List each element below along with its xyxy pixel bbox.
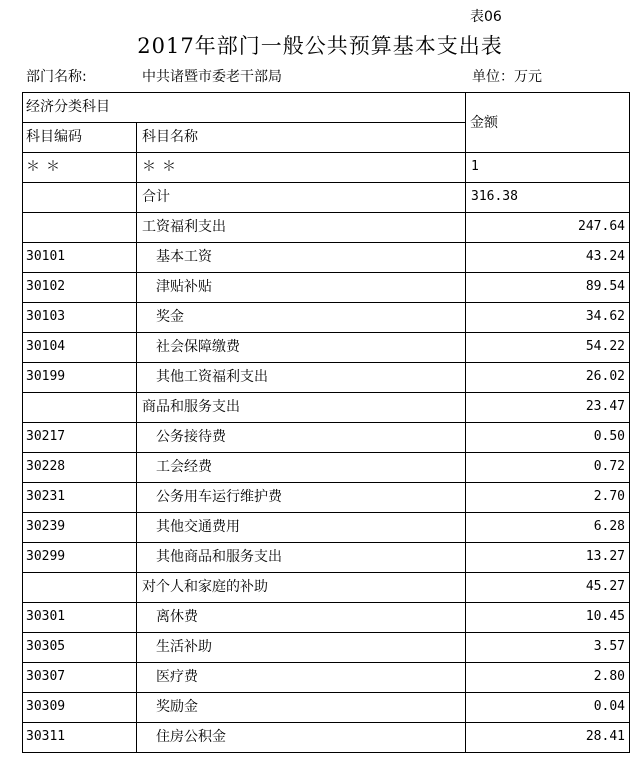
row-amount: 54.22 [585, 339, 625, 354]
row-amount: 0.04 [593, 699, 625, 714]
row-amount: 247.64 [578, 219, 625, 234]
row-code: 30311 [26, 729, 66, 744]
row-amount: 43.24 [585, 249, 625, 264]
row-divider [22, 662, 629, 663]
row-amount: 13.27 [585, 549, 625, 564]
row-name: 住房公积金 [156, 729, 226, 745]
row-name: 商品和服务支出 [142, 399, 240, 415]
row-code: 30199 [26, 369, 66, 384]
row-name: 工会经费 [156, 459, 212, 475]
row-amount: 26.02 [585, 369, 625, 384]
row-code: 30217 [26, 429, 66, 444]
row-code: 30102 [26, 279, 66, 294]
row-amount: 316.38 [471, 189, 518, 204]
row-code: 30299 [26, 549, 66, 564]
row-divider [22, 362, 629, 363]
row-code: 30103 [26, 309, 66, 324]
row-name: 津贴补贴 [156, 279, 212, 295]
header-name: 科目名称 [142, 129, 198, 145]
row-amount: 10.45 [585, 609, 625, 624]
row-divider [22, 392, 629, 393]
row-divider [22, 242, 629, 243]
header-divider [22, 122, 465, 123]
row-divider [22, 572, 629, 573]
row-amount: 2.80 [593, 669, 625, 684]
row-name: 工资福利支出 [142, 219, 226, 235]
row-amount: 28.41 [585, 729, 625, 744]
row-name: 其他商品和服务支出 [156, 549, 282, 565]
row-amount: 3.57 [593, 639, 625, 654]
row-name: 其他工资福利支出 [156, 369, 268, 385]
row-divider [22, 182, 629, 183]
row-amount: 34.62 [585, 309, 625, 324]
row-divider [22, 542, 629, 543]
row-name: 其他交通费用 [156, 519, 240, 535]
row-amount: 2.70 [593, 489, 625, 504]
row-divider [22, 722, 629, 723]
row-amount: 1 [471, 159, 479, 174]
table-border-top [22, 92, 629, 93]
row-amount: 23.47 [585, 399, 625, 414]
row-amount: 0.72 [593, 459, 625, 474]
row-name: 公务用车运行维护费 [156, 489, 282, 505]
row-code: 30307 [26, 669, 66, 684]
header-amount: 金额 [470, 115, 498, 131]
page-title: 2017年部门一般公共预算基本支出表 [137, 34, 503, 58]
row-code: 30231 [26, 489, 66, 504]
header-category: 经济分类科目 [26, 99, 110, 115]
row-code: 30228 [26, 459, 66, 474]
row-code: 30104 [26, 339, 66, 354]
row-name: 离休费 [156, 609, 198, 625]
row-amount: 45.27 [585, 579, 625, 594]
row-code: 30101 [26, 249, 66, 264]
row-name: 合计 [142, 189, 170, 205]
row-amount: 89.54 [585, 279, 625, 294]
row-divider [22, 422, 629, 423]
row-divider [22, 212, 629, 213]
row-divider [22, 452, 629, 453]
row-name: 对个人和家庭的补助 [142, 579, 268, 595]
column-divider [465, 92, 466, 752]
row-name: 生活补助 [156, 639, 212, 655]
row-name: ＊＊ [142, 159, 182, 175]
dept-label: 部门名称: [26, 69, 87, 85]
table-number: 表06 [470, 9, 502, 25]
row-code: ＊＊ [26, 159, 66, 175]
row-divider [22, 272, 629, 273]
row-name: 社会保障缴费 [156, 339, 240, 355]
table-border-left [22, 92, 23, 752]
row-divider [22, 692, 629, 693]
row-name: 奖励金 [156, 699, 198, 715]
row-divider [22, 752, 629, 753]
row-amount: 6.28 [593, 519, 625, 534]
row-name: 公务接待费 [156, 429, 226, 445]
row-divider [22, 602, 629, 603]
row-divider [22, 332, 629, 333]
dept-name: 中共诸暨市委老干部局 [142, 69, 282, 85]
row-code: 30305 [26, 639, 66, 654]
row-divider [22, 302, 629, 303]
row-code: 30239 [26, 519, 66, 534]
column-divider [136, 122, 137, 752]
row-name: 基本工资 [156, 249, 212, 265]
header-code: 科目编码 [26, 129, 82, 145]
row-divider [22, 482, 629, 483]
row-divider [22, 512, 629, 513]
row-divider [22, 152, 629, 153]
row-name: 奖金 [156, 309, 184, 325]
table-border-right [629, 92, 630, 753]
row-name: 医疗费 [156, 669, 198, 685]
row-amount: 0.50 [593, 429, 625, 444]
row-code: 30301 [26, 609, 66, 624]
unit-label: 单位：万元 [472, 69, 542, 85]
row-divider [22, 632, 629, 633]
row-code: 30309 [26, 699, 66, 714]
